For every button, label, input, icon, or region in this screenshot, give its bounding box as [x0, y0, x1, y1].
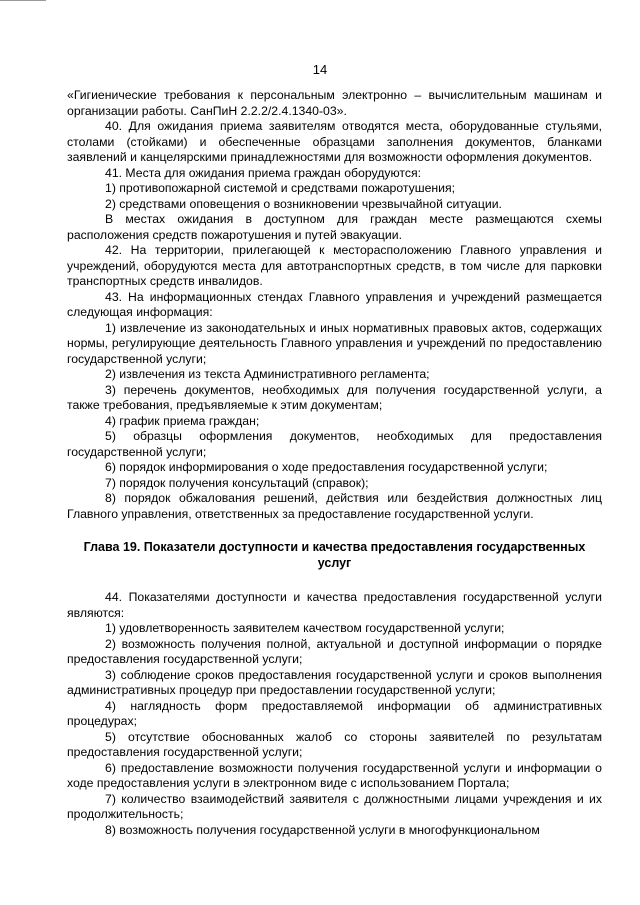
paragraph: 5) отсутствие обоснованных жалоб со стороны заявителей по результатам предоставления государственной услуги; [67, 729, 602, 759]
paragraph: 8) возможность получения государственной услуги в многофункциональном [105, 822, 540, 837]
paragraph: 7) количество взаимодействий заявителя с должностными лицами учреждения и их продолжительность; [67, 791, 602, 821]
paragraph: 2) извлечения из текста Административного регламента; [105, 367, 430, 381]
top-rule [0, 0, 46, 1]
paragraph: «Гигиенические требования к персональным электронно – вычислительным машинам и организации работы. СанПиН 2.2.2/2.4.1340-03». [67, 88, 602, 118]
paragraph: 43. На информационных стендах Главного управления и учреждений размещается следующая информация: [67, 289, 602, 319]
paragraph: 1) удовлетворенность заявителем качеством государственной услуги; [105, 621, 505, 635]
paragraph: 1) извлечение из законодательных и иных нормативных правовых актов, содержащих нормы, регулирующие деятельность Главного управления и учреждений по предоставлению государственной услуги; [67, 320, 602, 366]
paragraph: 2) средствами оповещения о возникновении чрезвычайной ситуации. [105, 196, 502, 211]
paragraph: В местах ожидания в доступном для граждан месте размещаются схемы расположения средств пожаротушения и путей эвакуации. [67, 212, 602, 242]
paragraph: 5) образцы оформления документов, необходимых для предоставления государственной услуги; [67, 429, 602, 459]
paragraph: 6) порядок информирования о ходе предоставления государственной услуги; [105, 460, 548, 474]
bottom-section [67, 590, 602, 838]
paragraph: 40. Для ожидания приема заявителям отводятся места, оборудованные стульями, столами (стойками) и обеспеченные образцами заполнения документов, бланками заявлений и канцелярскими принадлежностями для возможности оформления документов. [67, 119, 602, 164]
paragraph: 7) порядок получения консультаций (справок); [105, 475, 369, 490]
paragraph: 42. На территории, прилегающей к месторасположению Главного управления и учреждений, оборудуются места для автотранспортных средств, в том числе для парковки транспортных средств инвалидов. [67, 243, 602, 288]
paragraph: 8) порядок обжалования решений, действия или бездействия должностных лиц Главного управления, ответственных за предоставление государственной услуги. [67, 491, 602, 521]
paragraph: 6) предоставление возможности получения государственной услуги и информации о ходе предоставления услуги в электронном виде с использованием Портала; [67, 760, 602, 790]
chapter-heading: Глава 19. Показатели доступности и качества предоставления государственных услуг [83, 540, 586, 570]
paragraph: 41. Места для ожидания приема граждан оборудуются: [105, 165, 422, 180]
paragraph: 3) соблюдение сроков предоставления государственной услуги и сроков выполнения административных процедур при предоставлении государственной услуги; [67, 667, 602, 697]
paragraph: 1) противопожарной системой и средствами пожаротушения; [105, 181, 456, 195]
paragraph: 4) наглядность форм предоставляемой информации об административных процедурах; [67, 698, 602, 728]
top-section [67, 88, 602, 522]
paragraph: 4) график приема граждан; [105, 413, 260, 428]
paragraph: 2) возможность получения полной, актуальной и доступной информации о порядке предоставления государственной услуги; [67, 636, 602, 666]
document-body [67, 88, 602, 838]
paragraph: 3) перечень документов, необходимых для получения государственной услуги, а также требования, предъявляемые к этим документам; [67, 382, 602, 412]
page-number: 14 [312, 62, 328, 77]
paragraph: 44. Показателями доступности и качества предоставления государственной услуги являются: [67, 590, 602, 620]
